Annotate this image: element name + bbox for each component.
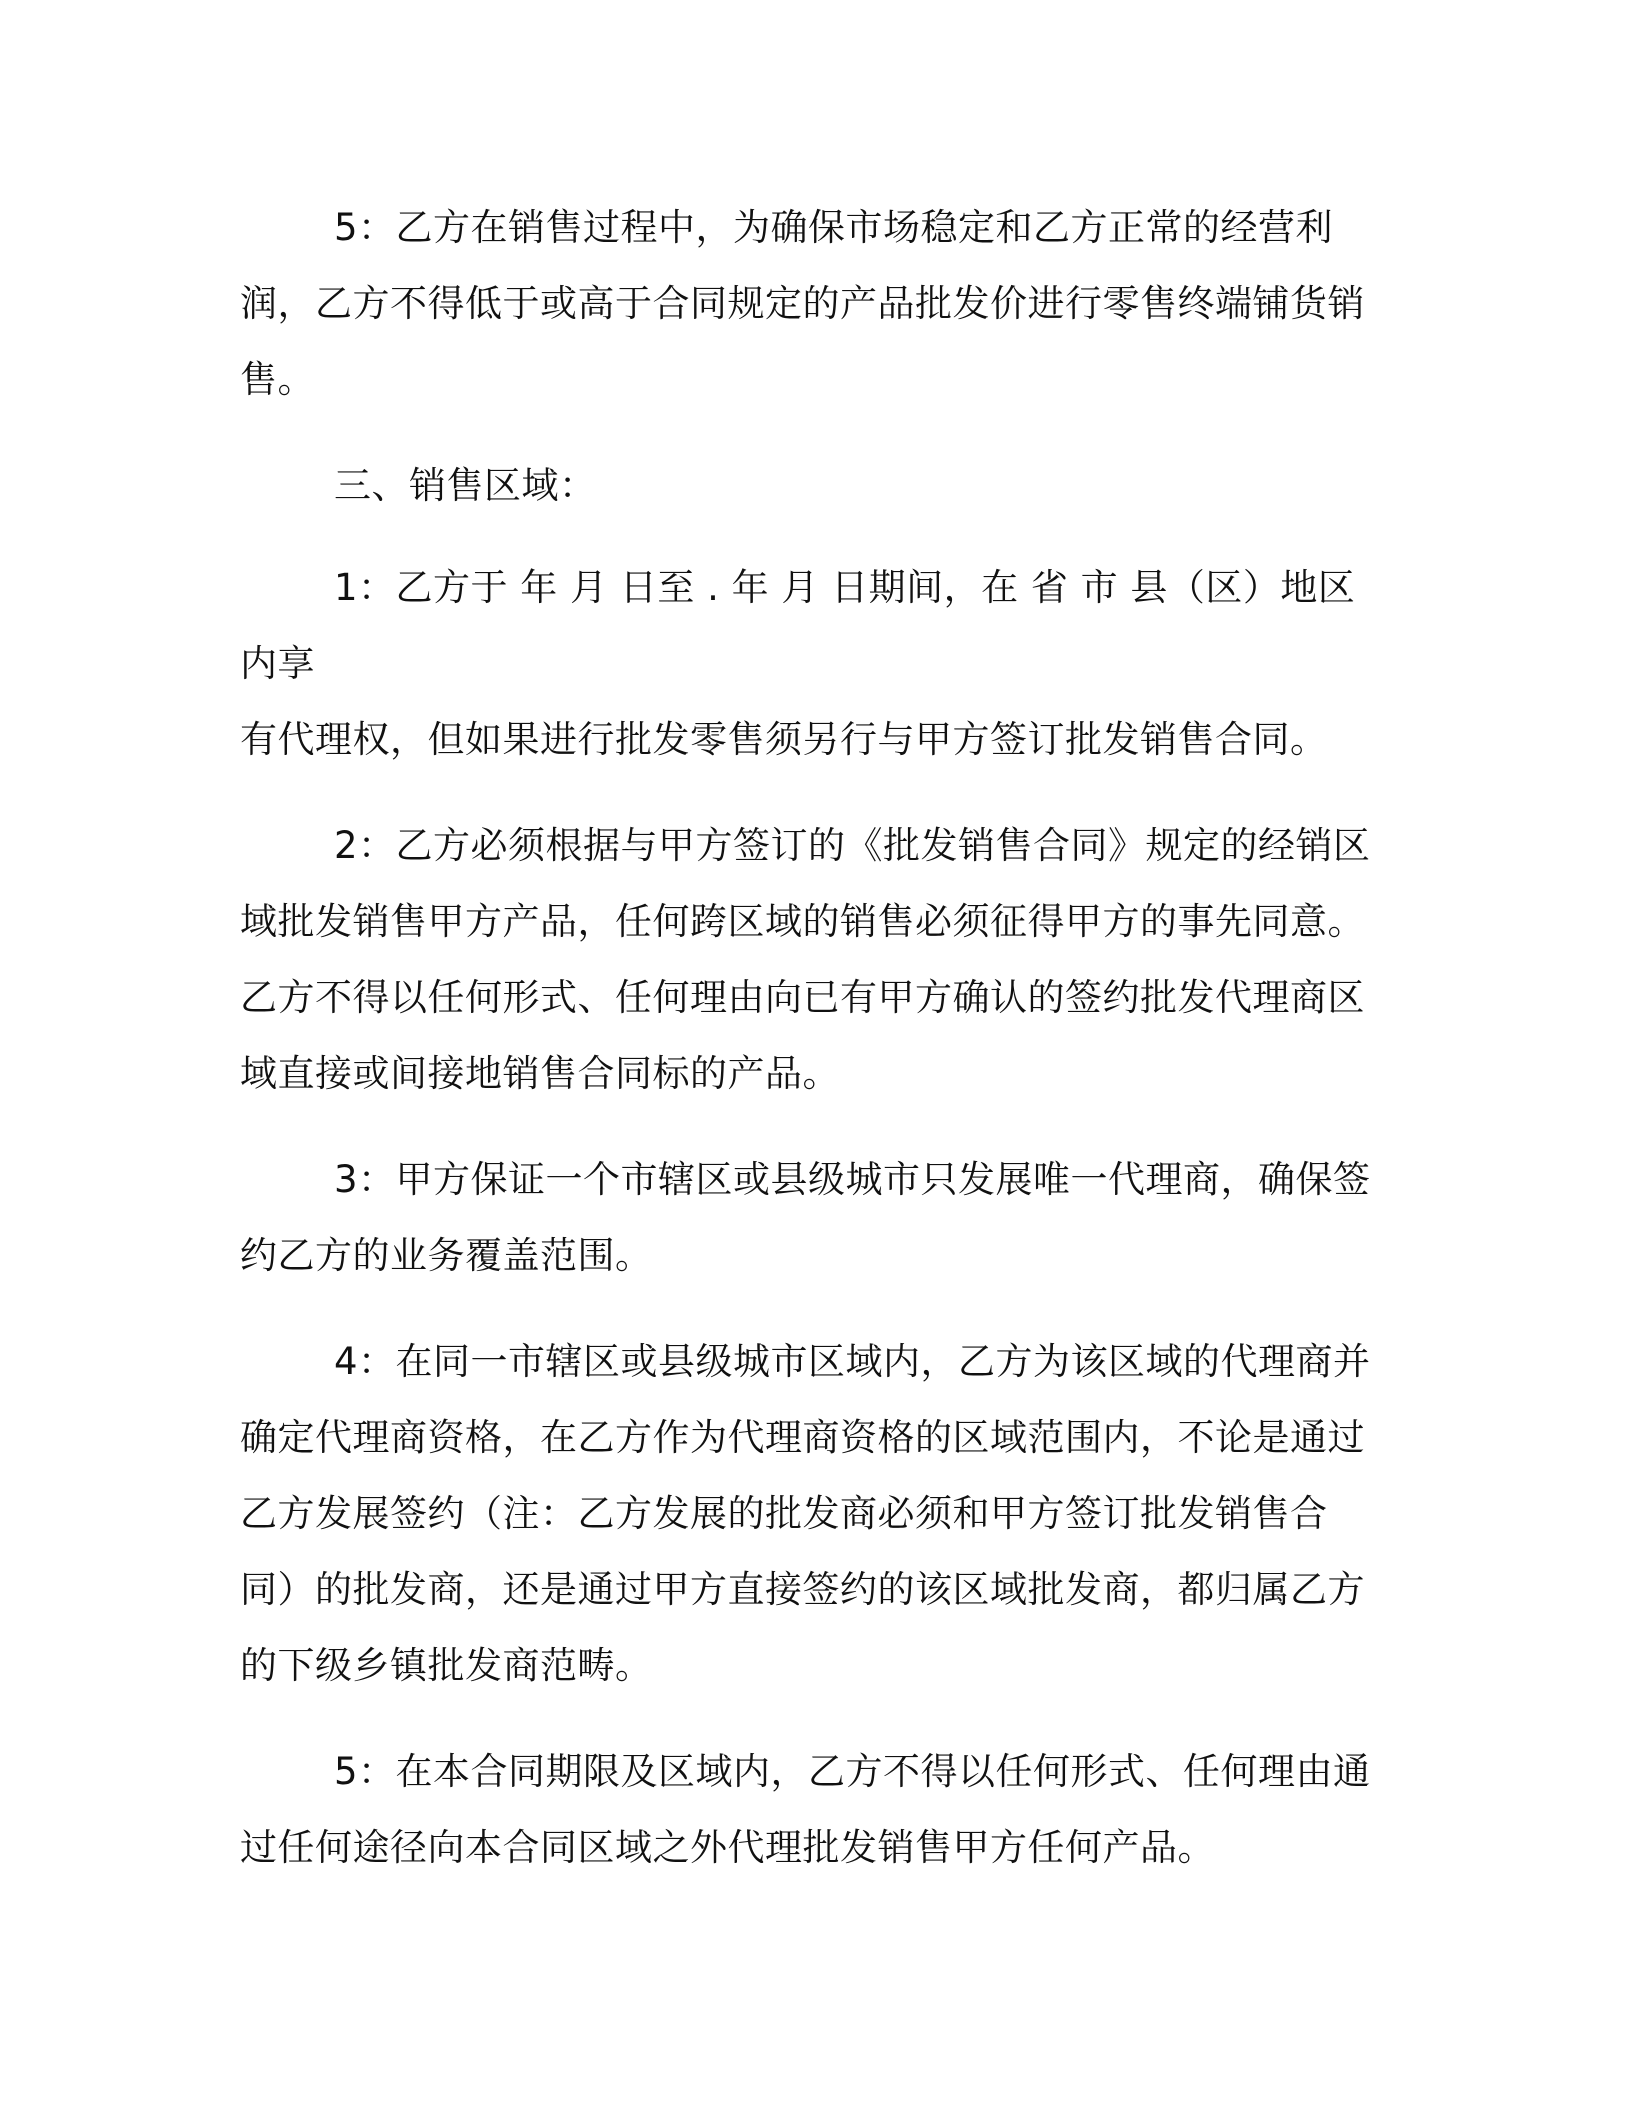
text-line: 润，乙方不得低于或高于合同规定的产品批发价进行零售终端铺货销 (240, 282, 1365, 325)
text-line: 3：甲方保证一个市辖区或县级城市只发展唯一代理商，确保签 (334, 1158, 1371, 1201)
text-line: 4：在同一市辖区或县级城市区域内，乙方为该区域的代理商并 (334, 1340, 1371, 1383)
paragraph-region-clause-1 (240, 550, 1380, 778)
text-line: 同）的批发商，还是通过甲方直接签约的该区域批发商，都归属乙方 (240, 1568, 1365, 1611)
text-line: 2：乙方必须根据与甲方签订的《批发销售合同》规定的经销区 (334, 824, 1371, 867)
paragraph-region-clause-3 (240, 1142, 1380, 1294)
paragraph-clause-5-retail-price (240, 190, 1380, 418)
text-line: 乙方发展签约（注：乙方发展的批发商必须和甲方签订批发销售合 (240, 1492, 1328, 1535)
text-line: 过任何途径向本合同区域之外代理批发销售甲方任何产品。 (240, 1826, 1215, 1869)
text-line: 有代理权，但如果进行批发零售须另行与甲方签订批发销售合同。 (240, 718, 1328, 761)
paragraph-region-clause-5 (240, 1734, 1380, 1886)
text-line: 确定代理商资格，在乙方作为代理商资格的区域范围内，不论是通过 (240, 1416, 1365, 1459)
heading-text: 三、销售区域： (334, 464, 597, 507)
text-line: 约乙方的业务覆盖范围。 (240, 1234, 653, 1277)
document-body (240, 190, 1380, 1916)
text-line: 售。 (240, 358, 315, 401)
text-line: 域直接或间接地销售合同标的产品。 (240, 1052, 840, 1095)
text-line: 域批发销售甲方产品，任何跨区域的销售必须征得甲方的事先同意。 (240, 900, 1365, 943)
text-line: 5：乙方在销售过程中，为确保市场稳定和乙方正常的经营利 (334, 206, 1334, 249)
paragraph-region-clause-2 (240, 808, 1380, 1112)
text-line: 1：乙方于 年 月 日至 . 年 月 日期间，在 省 市 县（区）地区内享 (240, 566, 1356, 685)
text-line: 5：在本合同期限及区域内，乙方不得以任何形式、任何理由通 (334, 1750, 1371, 1793)
paragraph-region-clause-4 (240, 1324, 1380, 1704)
section-heading-sales-region (240, 448, 1380, 524)
text-line: 乙方不得以任何形式、任何理由向已有甲方确认的签约批发代理商区 (240, 976, 1365, 1019)
text-line: 的下级乡镇批发商范畴。 (240, 1644, 653, 1687)
